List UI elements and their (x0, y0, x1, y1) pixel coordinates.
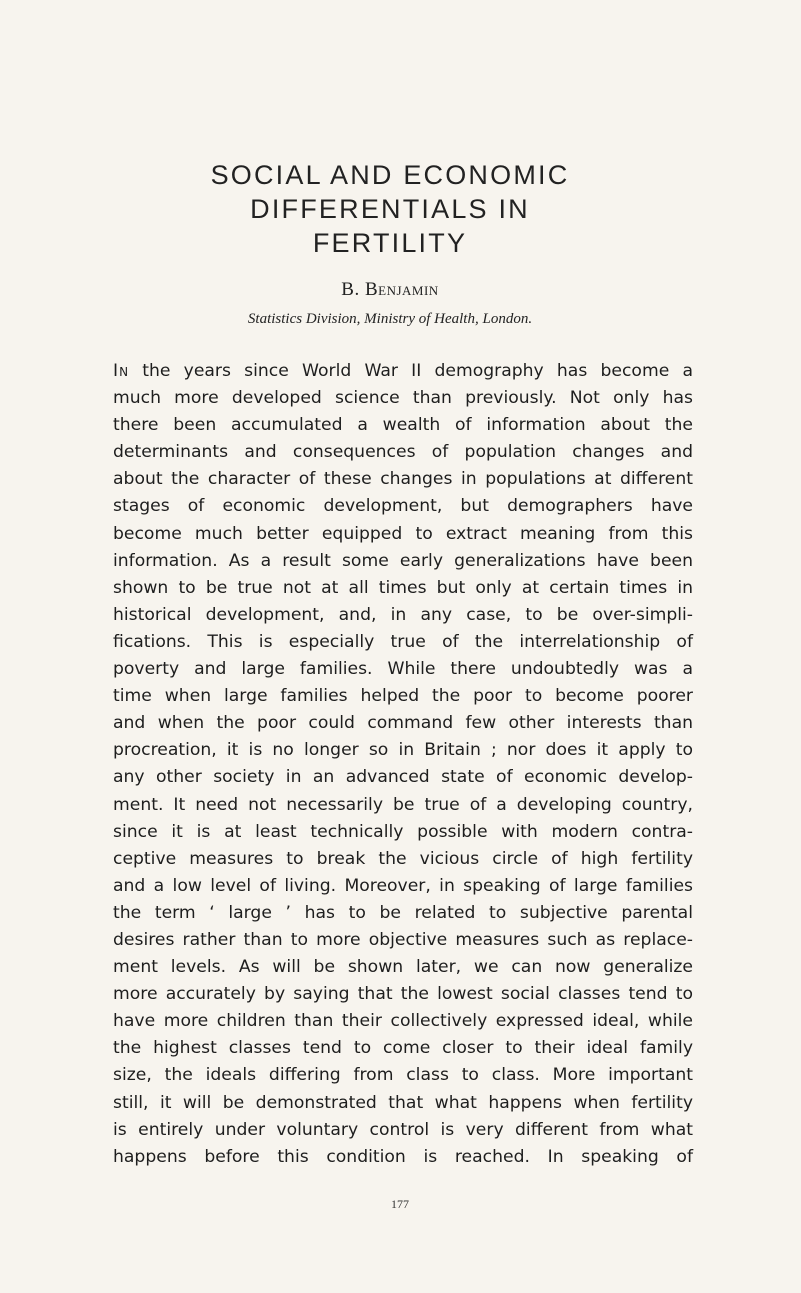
body-line: the highest classes tend to come closer to their ideal family (113, 1038, 693, 1059)
title-line-3: FERTILITY (312, 228, 468, 258)
body-line: stages of economic development, but demographers have (113, 496, 693, 517)
body-line: much more developed science than previously. Not only has (113, 388, 693, 409)
body-line (113, 358, 693, 385)
body-line: there been accumulated a wealth of information about the (113, 415, 693, 436)
body-line: size, the ideals differing from class to class. More important (113, 1065, 693, 1086)
first-line-text: the years since World War II demography has become a (129, 361, 693, 381)
title-line-2: DIFFERENTIALS IN (250, 194, 530, 224)
body-line: shown to be true not at all times but only at certain times in (113, 577, 693, 598)
body-line: ceptive measures to break the vicious circle of high fertility (113, 848, 693, 869)
body-paragraph (113, 358, 693, 1171)
lead-in: In (113, 361, 130, 381)
body-line: since it is at least technically possible with modern contra- (113, 821, 693, 842)
body-line: historical development, and, in any case, to be over-simpli- (113, 604, 693, 625)
body-line: and a low level of living. Moreover, in speaking of large families (113, 875, 693, 896)
page-number: 177 (391, 1197, 409, 1211)
author-surname: Benjamin (364, 279, 439, 300)
body-line: desires rather than to more objective measures such as replace- (113, 929, 693, 950)
body-line: ment. It need not necessarily be true of a developing country, (113, 794, 693, 815)
body-line: information. As a result some early generalizations have been (113, 550, 693, 571)
title-line-1: SOCIAL AND ECONOMIC (210, 160, 570, 190)
body-line: determinants and consequences of population changes and (113, 442, 693, 463)
author-affiliation: Statistics Division, Ministry of Health, London. (247, 311, 533, 327)
body-line: the term ‘ large ’ has to be related to subjective parental (113, 902, 693, 923)
body-line: any other society in an advanced state of economic develop- (113, 767, 693, 788)
body-line: still, it will be demonstrated that what happens when fertility (113, 1092, 693, 1113)
body-line: become much better equipped to extract meaning from this (113, 523, 693, 544)
body-line: ment levels. As will be shown later, we can now generalize (113, 957, 693, 978)
body-line: is entirely under voluntary control is very different from what (113, 1119, 693, 1140)
body-line: have more children than their collectively expressed ideal, while (113, 1011, 693, 1032)
body-line: poverty and large families. While there undoubtedly was a (113, 659, 693, 680)
author-initial: B. (341, 279, 360, 300)
body-line: and when the poor could command few other interests than (113, 713, 693, 734)
body-line: about the character of these changes in populations at different (113, 469, 693, 490)
chapter-title (90, 158, 690, 260)
body-line: procreation, it is no longer so in Britain ; nor does it apply to (113, 740, 693, 761)
body-line: time when large families helped the poor to become poorer (113, 686, 693, 707)
author-name (90, 279, 690, 301)
body-line: happens before this condition is reached. In speaking of (113, 1146, 693, 1167)
body-line: more accurately by saying that the lowest social classes tend to (113, 984, 693, 1005)
body-line: fications. This is especially true of the interrelationship of (113, 631, 693, 652)
